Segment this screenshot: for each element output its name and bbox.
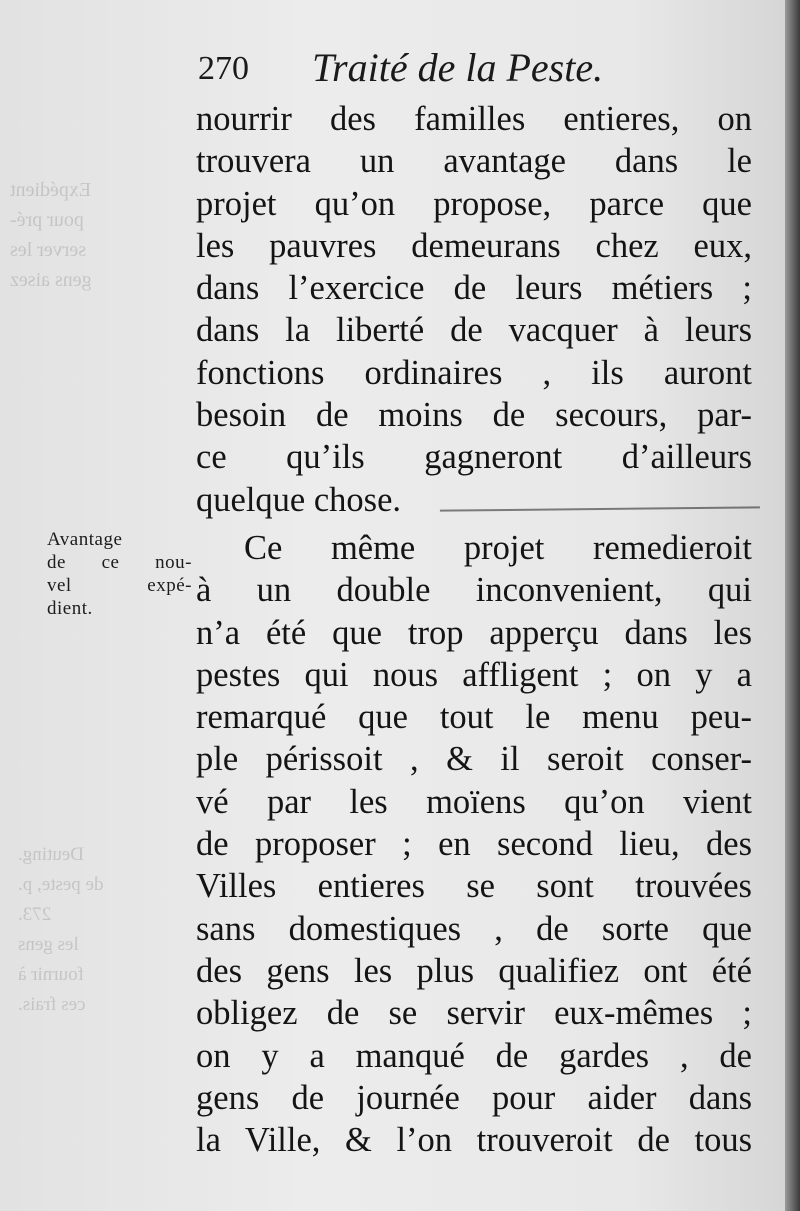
text-line: des gens les plus qualifiez ont été — [196, 951, 752, 990]
body-text — [196, 98, 752, 1161]
text-line: remarqué que tout le menu peu- — [196, 698, 752, 737]
show-through-note-upper: Expédient pour pré- server les gens aisez — [10, 179, 92, 291]
text-line: ple périssoit , & il seroit conser- — [196, 740, 752, 779]
text-line: ce qu’ils gagneront d’ailleurs — [196, 438, 752, 477]
text-line: pestes qui nous affligent ; on y a — [196, 655, 752, 694]
show-through-note-lower: Deuting. de peste, p. 273. les gens fournir à ces frais. — [18, 844, 104, 1015]
text-line: sans domestiques , de sorte que — [196, 909, 752, 948]
text-line: nourrir des familles entieres, on — [196, 100, 752, 138]
margin-note: Avantage de ce nou- vel expé- dient. — [47, 529, 192, 619]
text-line: Villes entieres se sont trouvées — [196, 867, 752, 906]
page-edge-shadow — [785, 0, 800, 1211]
text-line: dans la liberté de vacquer à leurs — [196, 311, 752, 350]
text-line: n’a été que trop apperçu dans les — [196, 613, 752, 652]
text-line: fonctions ordinaires , ils auront — [196, 353, 752, 392]
page-number: 270 — [198, 50, 249, 87]
paragraph-start-line: Ce même projet remedieroit — [244, 528, 752, 567]
text-line: gens de journée pour aider dans — [196, 1078, 752, 1117]
text-line: quelque chose. — [196, 480, 402, 519]
text-line: de proposer ; en second lieu, des — [196, 825, 752, 864]
text-line: besoin de moins de secours, par- — [196, 396, 752, 435]
text-line: projet qu’on propose, parce que — [196, 184, 752, 223]
text-line: à un double inconvenient, qui — [196, 571, 752, 610]
text-line: dans l’exercice de leurs métiers ; — [196, 269, 752, 308]
running-title: Traité de la Peste. — [312, 45, 604, 90]
text-line: trouvera un avantage dans le — [196, 142, 752, 181]
text-line: vé par les moïens qu’on vient — [196, 782, 752, 821]
text-line: les pauvres demeurans chez eux, — [196, 226, 752, 265]
text-line: on y a manqué de gardes , de — [196, 1036, 752, 1075]
text-line: la Ville, & l’on trouveroit de tous — [196, 1121, 752, 1160]
text-line: obligez de se servir eux-mêmes ; — [196, 994, 752, 1033]
